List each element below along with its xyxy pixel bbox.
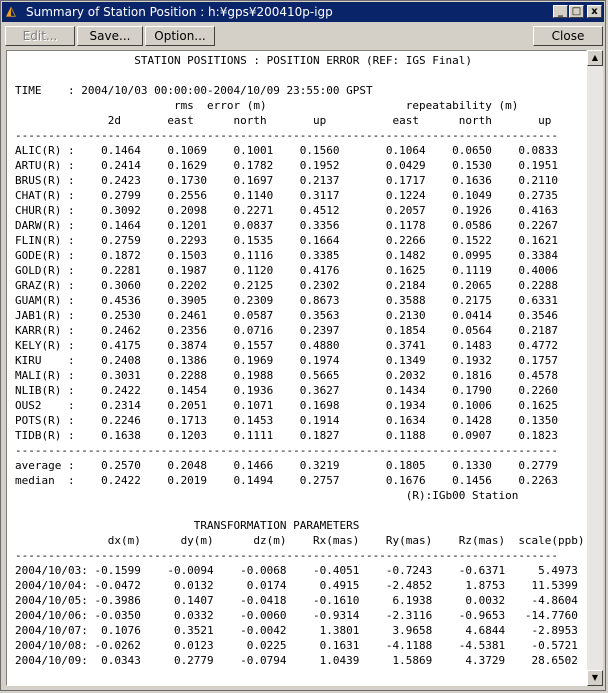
report-line: ARTU(R) : 0.2414 0.1629 0.1782 0.1952 0.0429 0.1530 0.1951 xyxy=(15,159,559,172)
report-line: ---------------------------------------------------------------------------------- xyxy=(15,549,559,562)
save-button[interactable]: Save... xyxy=(77,26,143,46)
report-line: STATION POSITIONS : POSITION ERROR (REF: IGS Final) xyxy=(15,54,472,67)
report-line: FLIN(R) : 0.2759 0.2293 0.1535 0.1664 0.2266 0.1522 0.1621 xyxy=(15,234,559,247)
report-line: ---------------------------------------------------------------------------------- xyxy=(15,129,559,142)
scroll-up-arrow-icon[interactable]: ▲ xyxy=(587,50,603,66)
report-line: 2004/10/07: 0.1076 0.3521 -0.0042 1.3801 3.9658 4.6844 -2.8953 xyxy=(15,624,578,637)
report-line: GOLD(R) : 0.2281 0.1987 0.1120 0.4176 0.1625 0.1119 0.4006 xyxy=(15,264,559,277)
report-line: BRUS(R) : 0.2423 0.1730 0.1697 0.2137 0.1717 0.1636 0.2110 xyxy=(15,174,559,187)
report-line: MALI(R) : 0.3031 0.2288 0.1988 0.5665 0.2032 0.1816 0.4578 xyxy=(15,369,559,382)
report-line: KIRU : 0.2408 0.1386 0.1969 0.1974 0.1349 0.1932 0.1757 xyxy=(15,354,559,367)
report-line: JAB1(R) : 0.2530 0.2461 0.0587 0.3563 0.2130 0.0414 0.3546 xyxy=(15,309,559,322)
report-line: NLIB(R) : 0.2422 0.1454 0.1936 0.3627 0.1434 0.1790 0.2260 xyxy=(15,384,559,397)
option-button[interactable]: Option... xyxy=(145,26,215,46)
maximize-button[interactable]: □ xyxy=(569,5,584,18)
title-bar[interactable] xyxy=(2,2,604,22)
report-line: 2004/10/09: 0.0343 0.2779 -0.0794 1.0439 1.5869 4.3729 28.6502 xyxy=(15,654,578,667)
report-line: KELY(R) : 0.4175 0.3874 0.1557 0.4880 0.3741 0.1483 0.4772 xyxy=(15,339,559,352)
report-text-area[interactable] xyxy=(6,50,587,686)
report-line: GUAM(R) : 0.4536 0.3905 0.2309 0.8673 0.3588 0.2175 0.6331 xyxy=(15,294,559,307)
report-line: GRAZ(R) : 0.3060 0.2202 0.2125 0.2302 0.2184 0.2065 0.2288 xyxy=(15,279,559,292)
report-line: 2004/10/08: -0.0262 0.0123 0.0225 0.1631 -4.1188 -4.5381 -0.5721 xyxy=(15,639,578,652)
report-line: dx(m) dy(m) dz(m) Rx(mas) Ry(mas) Rz(mas) scale(ppb) xyxy=(15,534,585,547)
report-text xyxy=(15,53,585,668)
report-line: ALIC(R) : 0.1464 0.1069 0.1001 0.1560 0.1064 0.0650 0.0833 xyxy=(15,144,559,157)
scroll-down-arrow-icon[interactable]: ▼ xyxy=(587,670,603,686)
report-line: TIDB(R) : 0.1638 0.1203 0.1111 0.1827 0.1188 0.0907 0.1823 xyxy=(15,429,559,442)
report-line: average : 0.2570 0.2048 0.1466 0.3219 0.1805 0.1330 0.2779 xyxy=(15,459,559,472)
report-line: OUS2 : 0.2314 0.2051 0.1071 0.1698 0.1934 0.1006 0.1625 xyxy=(15,399,559,412)
toolbar xyxy=(2,23,604,47)
report-line: (R):IGb00 Station xyxy=(15,489,519,502)
report-line: CHAT(R) : 0.2799 0.2556 0.1140 0.3117 0.1224 0.1049 0.2735 xyxy=(15,189,559,202)
close-button[interactable]: Close xyxy=(533,26,603,46)
report-line: 2004/10/05: -0.3986 0.1407 -0.0418 -0.1610 6.1938 0.0032 -4.8604 xyxy=(15,594,578,607)
report-line: TIME : 2004/10/03 00:00:00-2004/10/09 23:55:00 GPST xyxy=(15,84,373,97)
report-line: rms error (m) repeatability (m) xyxy=(15,99,519,112)
close-window-button[interactable]: x xyxy=(587,5,602,18)
report-line: KARR(R) : 0.2462 0.2356 0.0716 0.2397 0.1854 0.0564 0.2187 xyxy=(15,324,559,337)
report-line: 2004/10/03: -0.1599 -0.0094 -0.0068 -0.4051 -0.7243 -0.6371 5.4973 xyxy=(15,564,578,577)
matlab-icon: ◭ xyxy=(6,4,16,19)
edit-button[interactable]: Edit... xyxy=(5,26,75,46)
report-line: median : 0.2422 0.2019 0.1494 0.2757 0.1676 0.1456 0.2263 xyxy=(15,474,559,487)
window-title: Summary of Station Position : h:¥gps¥200410p-igp xyxy=(26,5,333,19)
report-line: ---------------------------------------------------------------------------------- xyxy=(15,444,559,457)
report-line: DARW(R) : 0.1464 0.1201 0.0837 0.3356 0.1178 0.0586 0.2267 xyxy=(15,219,559,232)
report-line: TRANSFORMATION PARAMETERS xyxy=(15,519,360,532)
minimize-button[interactable]: _ xyxy=(553,5,568,18)
report-line: CHUR(R) : 0.3092 0.2098 0.2271 0.4512 0.2057 0.1926 0.4163 xyxy=(15,204,559,217)
vertical-scrollbar[interactable] xyxy=(587,50,603,686)
report-line: POTS(R) : 0.2246 0.1713 0.1453 0.1914 0.1634 0.1428 0.1350 xyxy=(15,414,559,427)
report-line: 2004/10/06: -0.0350 0.0332 -0.0060 -0.9314 -2.3116 -0.9653 -14.7760 xyxy=(15,609,578,622)
report-line: 2d east north up east north up xyxy=(15,114,552,127)
report-line: 2004/10/04: -0.0472 0.0132 0.0174 0.4915 -2.4852 1.8753 11.5399 xyxy=(15,579,578,592)
report-line: GODE(R) : 0.1872 0.1503 0.1116 0.3385 0.1482 0.0995 0.3384 xyxy=(15,249,559,262)
